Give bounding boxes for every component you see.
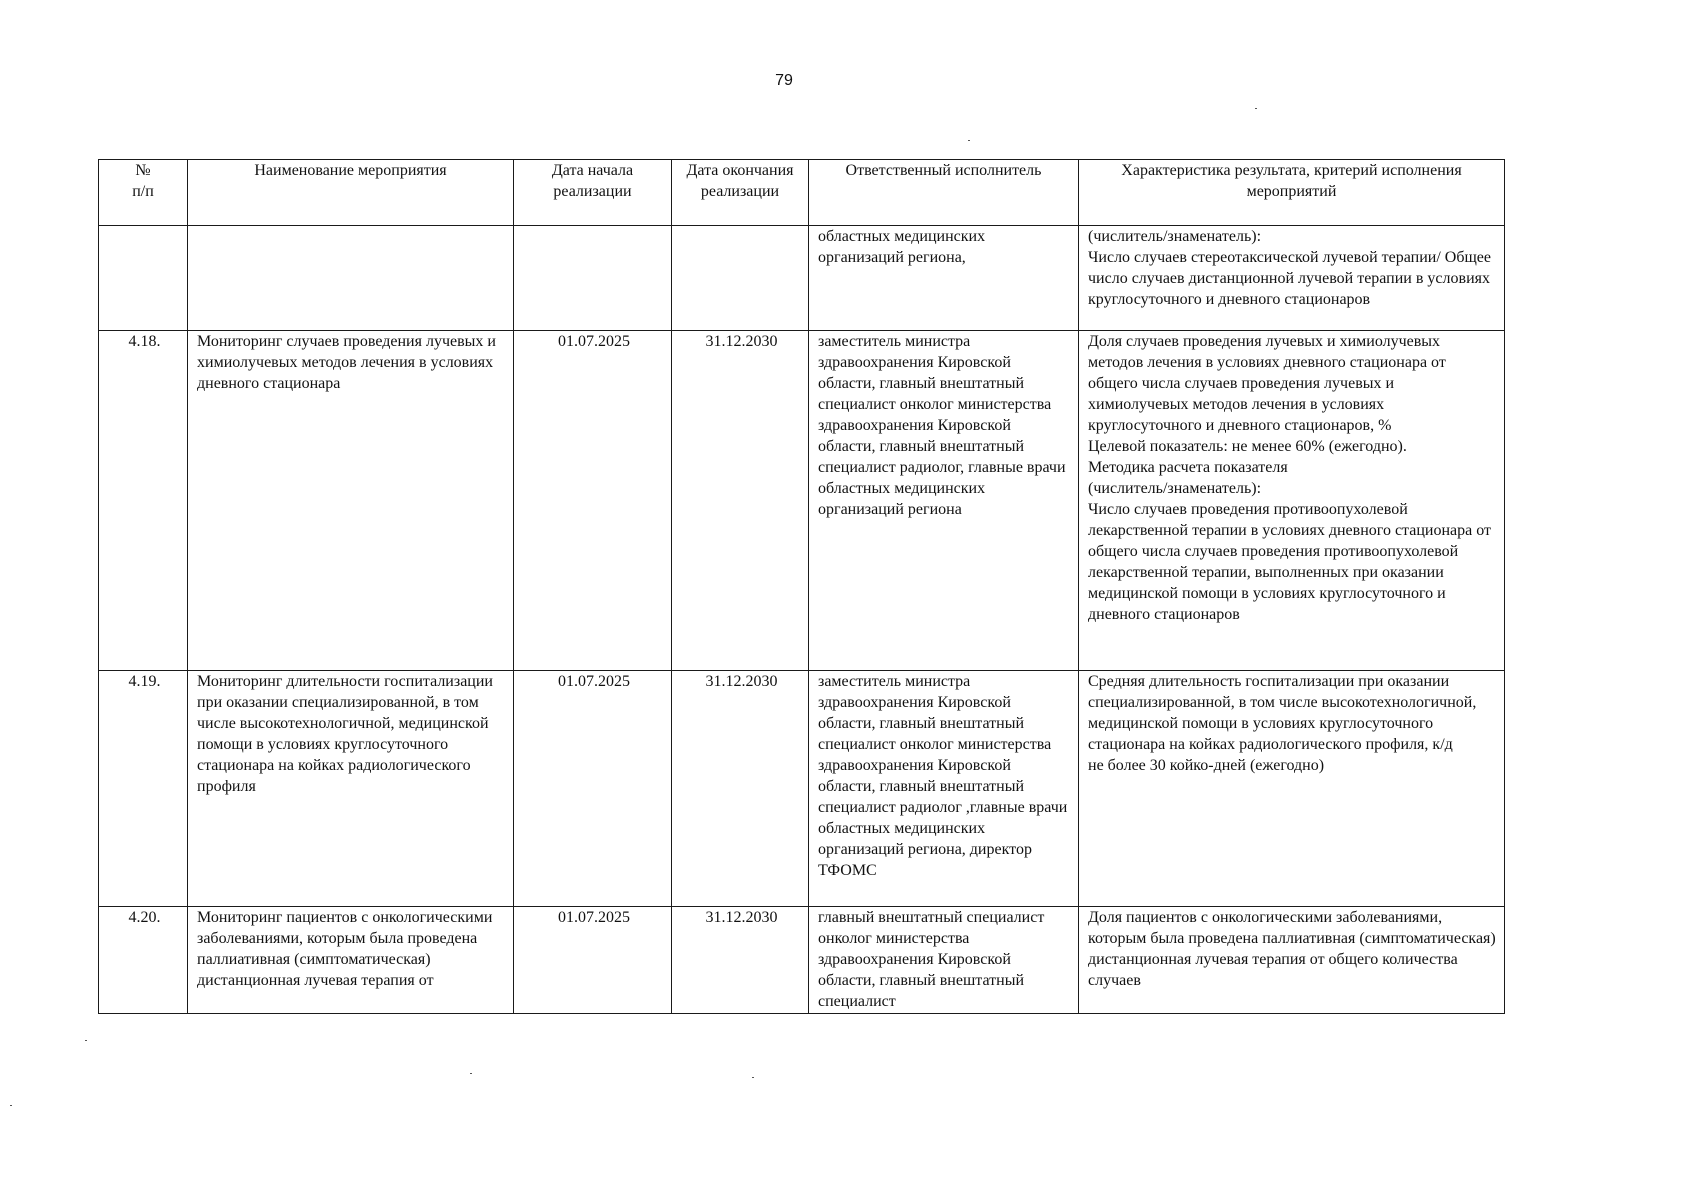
row-start-date: 01.07.2025	[514, 671, 672, 907]
header-criteria: Характеристика результата, критерий исполнения мероприятий	[1079, 160, 1505, 226]
row-end-date	[672, 226, 809, 331]
row-name: Мониторинг длительности госпитализации при оказании специализированной, в том числе высокотехнологичной, медицинской помощи в условиях круглосуточного стационара на койках радиологического профиля	[188, 671, 514, 907]
row-start-date	[514, 226, 672, 331]
row-end-date: 31.12.2030	[672, 907, 809, 1014]
measures-table	[98, 159, 1505, 1014]
row-criteria: Доля случаев проведения лучевых и химиолучевых методов лечения в условиях дневного стационара от общего числа случаев проведения лучевых и химиолучевых методов лечения в условиях круглосуточного и дневного стационаров, % Целевой показатель: не менее 60% (ежегодно). Методика расчета показателя (числитель/знаменатель): Число случаев проведения противоопухолевой лекарственной терапии в условиях дневного стационара от общего числа случаев проведения противоопухолевой лекарственной терапии, выполненных при оказании медицинской помощи в условиях круглосуточного и дневного стационаров	[1079, 331, 1505, 671]
row-criteria: Доля пациентов с онкологическими заболеваниями, которым была проведена паллиативная (симптоматическая) дистанционная лучевая терапия от общего количества случаев	[1079, 907, 1505, 1014]
table-header-row	[99, 160, 1505, 226]
header-num: № п/п	[99, 160, 188, 226]
row-criteria: Средняя длительность госпитализации при оказании специализированной, в том числе высокотехнологичной, медицинской помощи в условиях круглосуточного стационара на койках радиологического профиля, к/д не более 30 койко-дней (ежегодно)	[1079, 671, 1505, 907]
header-responsible: Ответственный исполнитель	[809, 160, 1079, 226]
row-criteria: (числитель/знаменатель): Число случаев стереотаксической лучевой терапии/ Общее число случаев дистанционной лучевой терапии в условиях круглосуточного и дневного стационаров	[1079, 226, 1505, 331]
header-start-date: Дата начала реализации	[514, 160, 672, 226]
row-num: 4.18.	[99, 331, 188, 671]
row-name	[188, 226, 514, 331]
header-name: Наименование мероприятия	[188, 160, 514, 226]
row-end-date: 31.12.2030	[672, 671, 809, 907]
page-number: 79	[775, 72, 793, 89]
row-start-date: 01.07.2025	[514, 331, 672, 671]
row-name: Мониторинг случаев проведения лучевых и химиолучевых методов лечения в условиях дневного стационара	[188, 331, 514, 671]
row-num: 4.19.	[99, 671, 188, 907]
table-row	[99, 907, 1505, 1014]
row-num: 4.20.	[99, 907, 188, 1014]
row-responsible: заместитель министра здравоохранения Кировской области, главный внештатный специалист онколог министерства здравоохранения Кировской области, главный внештатный специалист радиолог, главные врачи областных медицинских организаций региона	[809, 331, 1079, 671]
row-responsible: главный внештатный специалист онколог министерства здравоохранения Кировской области, главный внештатный специалист	[809, 907, 1079, 1014]
row-name: Мониторинг пациентов с онкологическими заболеваниями, которым была проведена паллиативная (симптоматическая) дистанционная лучевая терапия от	[188, 907, 514, 1014]
row-start-date: 01.07.2025	[514, 907, 672, 1014]
table-row	[99, 671, 1505, 907]
row-responsible: областных медицинских организаций региона,	[809, 226, 1079, 331]
header-end-date: Дата окончания реализации	[672, 160, 809, 226]
row-num	[99, 226, 188, 331]
row-end-date: 31.12.2030	[672, 331, 809, 671]
table-row	[99, 226, 1505, 331]
row-responsible: заместитель министра здравоохранения Кировской области, главный внештатный специалист онколог министерства здравоохранения Кировской области, главный внештатный специалист радиолог ,главные врачи областных медицинских организаций региона, директор ТФОМС	[809, 671, 1079, 907]
table-row	[99, 331, 1505, 671]
